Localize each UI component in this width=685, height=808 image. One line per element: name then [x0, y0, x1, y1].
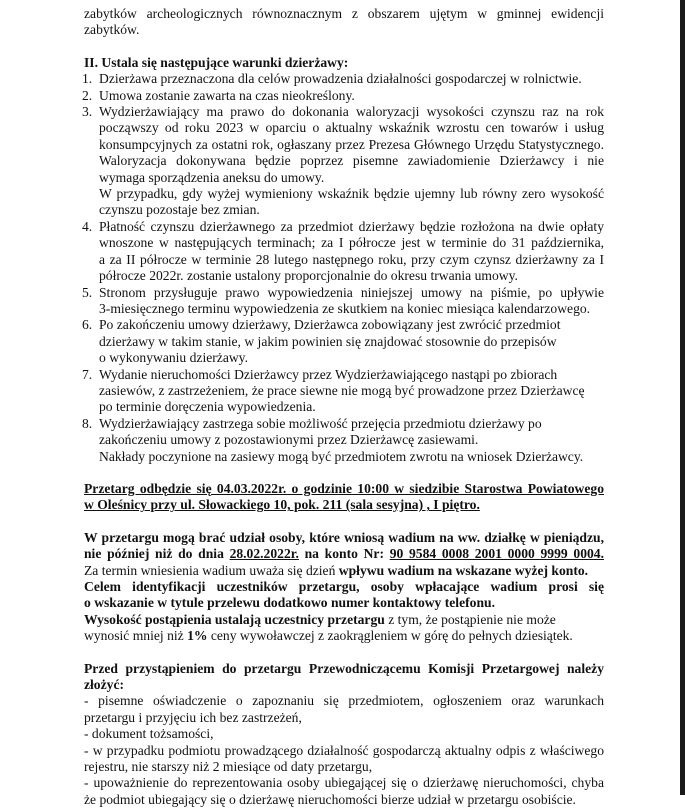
item-line: wnoszone w następujących terminach; za I półrocze jest w terminie do 31 października,: [99, 235, 604, 251]
requirements-line: że podmiot ubiegający się o dzierżawę nieruchomości bierze udział w przetargu osobiście.: [84, 791, 576, 807]
list-item: [82, 367, 604, 416]
item-line: zakończeniu umowy z pozostawionymi przez Dzierżawcę zasiewami.: [99, 432, 479, 448]
deposit-text: Za termin wniesienia wadium uważa się dzień: [84, 562, 339, 578]
deposit-text: ceny wywoławczej z zaokrągleniem w górę do pełnych dziesiątek.: [207, 628, 573, 644]
item-line: Stronom przysługuje prawo wypowiedzenia niniejszej umowy na piśmie, po upływie: [99, 284, 604, 300]
requirements-heading: złożyć:: [84, 677, 124, 693]
list-item: [82, 285, 604, 318]
item-line: Wydanie nieruchomości Dzierżawcy przez Wydzierżawiającego nastąpi po zbiorach: [99, 366, 558, 382]
deposit-date: 28.02.2022r.: [229, 546, 299, 562]
deposit-text: z tym, że postąpienie nie może: [384, 611, 556, 627]
item-number: 1.: [82, 71, 93, 87]
list-item: [82, 88, 604, 104]
deposit-text: wpływu wadium na wskazane wyżej konto.: [338, 562, 589, 578]
item-number: 5.: [82, 284, 93, 300]
deposit-text: nie później niż do dnia: [84, 546, 230, 562]
item-number: 2.: [82, 87, 93, 103]
list-item: [82, 71, 604, 87]
item-line: Umowa zostanie zawarta na czas nieokreślony.: [99, 87, 355, 103]
requirements-line: - w przypadku podmiotu prowadzącego działalność gospodarczą aktualny odpis z właściwego: [84, 742, 604, 758]
list-item: [82, 317, 604, 366]
requirements-line: przetargu i przyjęciu ich bez zastrzeżeń,: [84, 709, 302, 725]
deposit-text: 1%: [187, 628, 208, 644]
list-item: [82, 416, 604, 465]
item-line: czynszu pozostaje bez zmian.: [99, 202, 260, 218]
requirements-heading: Przed przystąpieniem do przetargu Przewodniczącemu Komisji Przetargowej należy: [84, 660, 604, 676]
item-line: począwszy od roku 2023 w oparciu o aktualny wskaźnik wzrostu cen towarów i usług: [99, 120, 604, 136]
intro-line: zabytków archeologicznych równoznacznym z obszarem ujętym w gminnej ewidencji: [84, 6, 604, 21]
deposit-line: Celem identyfikacji uczestników przetargu, osoby wpłacające wadium prosi się: [84, 579, 604, 594]
requirements-line: - pisemne oświadczenie o zapoznaniu się przedmiotem, ogłoszeniem oraz warunkach: [84, 693, 604, 709]
page-edge-bar: [680, 0, 685, 795]
item-line: po terminie doręczenia wypowiedzenia.: [99, 399, 316, 415]
item-line: półrocze 2022r. zostanie ustalony proporcjonalnie do okresu trwania umowy.: [99, 268, 518, 284]
deposit-text: na konto Nr:: [298, 546, 390, 562]
item-line: o wykonywaniu dzierżawy.: [99, 350, 248, 366]
section-heading: II. Ustala się następujące warunki dzierżawy:: [84, 54, 349, 70]
item-number: 8.: [82, 415, 93, 431]
item-line: konsumpcyjnych za ostatni rok, ogłaszany przez Prezesa Głównego Urzędu Statystycznego.: [99, 136, 604, 152]
item-line: dzierżawy w takim stanie, w jakim powinien się znajdować stosownie do przepisów: [99, 333, 557, 349]
item-line: zasiewów, z zastrzeżeniem, że prace siewne nie mogą być prowadzone przez Dzierżawcę: [99, 382, 585, 398]
auction-notice-line: Przetarg odbędzie się 04.03.2022r. o godzinie 10:00 w siedzibie Starostwa Powiatowego: [84, 480, 604, 496]
item-number: 7.: [82, 366, 93, 382]
item-line: Wydzierżawiający ma prawo do dokonania waloryzacji wysokości czynszu raz na rok: [99, 104, 604, 120]
auction-notice-line: w Oleśnicy przy ul. Słowackiego 10, pok. 211 (sala sesyjna) , I piętro.: [84, 497, 480, 513]
item-line: Wydzierżawiający zastrzega sobie możliwość przejęcia przedmiotu dzierżawy po: [99, 415, 542, 431]
deposit-line: o wskazanie w tytule przelewu dodatkowo numer kontaktowy telefonu.: [84, 595, 495, 611]
item-line: Płatność czynszu dzierżawnego za przedmiot dzierżawy będzie rozłożona na dwie opłaty: [99, 218, 604, 234]
deposit-line: [84, 628, 604, 644]
requirements-line: rejestru, nie starszy niż 2 miesiące od daty przetargu,: [84, 759, 373, 775]
item-line: 3-miesięcznego terminu wypowiedzenia ze skutkiem na koniec miesiąca kalendarzowego.: [99, 300, 591, 316]
account-number: 90 9584 0008 2001 0000 9999 0004.: [389, 546, 604, 562]
deposit-line: [84, 563, 604, 579]
item-line: Nakłady poczynione na zasiewy mogą być przedmiotem zwrotu na wniosek Dzierżawcy.: [99, 448, 584, 464]
deposit-text: Wysokość postąpienia ustalają uczestnicy przetargu: [84, 611, 385, 627]
item-line: Dzierżawa przeznaczona dla celów prowadzenia działalności gospodarczej w rolnictwie.: [99, 71, 582, 87]
item-number: 3.: [82, 104, 93, 120]
deposit-text: wynosić mniej niż: [84, 628, 188, 644]
list-item: [82, 219, 604, 285]
deposit-line: W przetargu mogą brać udział osoby, które wniosą wadium na ww. działkę w pieniądzu,: [84, 529, 604, 545]
item-line: W przypadku, gdy wyżej wymieniony wskaźnik będzie ujemny lub równy zero wysokość: [99, 186, 604, 202]
deposit-line: [84, 612, 604, 628]
list-item: [82, 104, 604, 219]
item-line: wymaga sporządzenia aneksu do umowy.: [99, 169, 325, 185]
intro-line: zabytków.: [84, 22, 140, 38]
requirements-line: - upoważnienie do reprezentowania osoby ubiegającej się o dzierżawę nieruchomości, chyba: [84, 775, 604, 791]
conditions-list: [84, 71, 604, 465]
item-line: a za II półrocze w terminie 28 lutego następnego roku, przy czym czynsz dzierżawny za I: [99, 251, 604, 267]
deposit-line: [84, 546, 604, 562]
item-line: Po zakończeniu umowy dzierżawy, Dzierżawca zobowiązany jest zwrócić przedmiot: [99, 317, 561, 333]
requirements-line: - dokument tożsamości,: [84, 726, 214, 742]
item-line: Waloryzacja dokonywana będzie poprzez pisemne zawiadomienie Dzierżawcy i nie: [99, 153, 604, 169]
document-page: [84, 6, 604, 808]
item-number: 6.: [82, 317, 93, 333]
item-number: 4.: [82, 218, 93, 234]
